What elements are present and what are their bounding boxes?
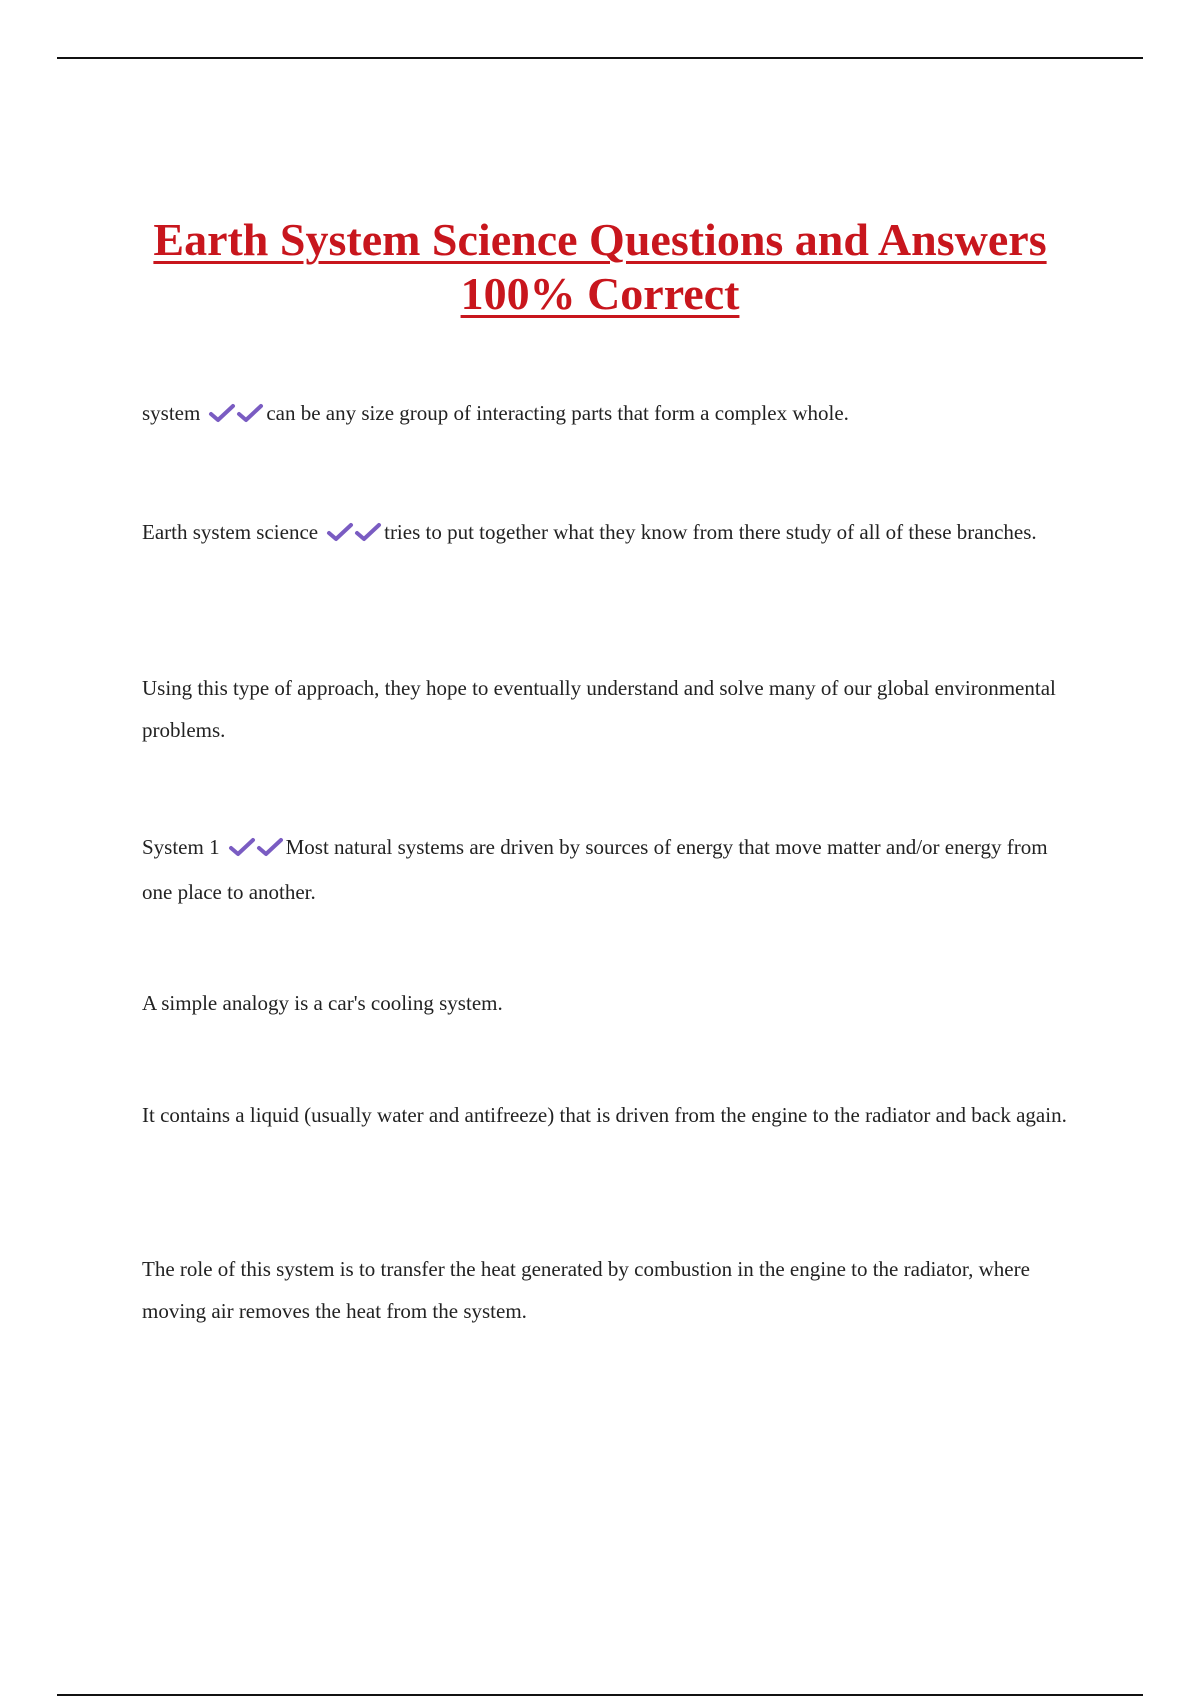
qa-term: Earth system science xyxy=(142,520,319,544)
check-icon xyxy=(354,522,382,542)
title-line-1: Earth System Science Questions and Answers xyxy=(153,214,1047,265)
paragraph-role: The role of this system is to transfer the heat generated by combustion in the engine to the radiator, where moving air removes the heat from the system. xyxy=(142,1257,1030,1323)
qa-item-earth-system-science xyxy=(142,511,1072,556)
bottom-rule xyxy=(57,1694,1143,1696)
check-icon xyxy=(228,837,256,857)
check-icon xyxy=(256,837,284,857)
qa-item-system xyxy=(142,392,1072,437)
document-title xyxy=(100,213,1100,321)
title-line-2: 100% Correct xyxy=(460,268,740,319)
paragraph-analogy: A simple analogy is a car's cooling system. xyxy=(142,991,503,1015)
qa-answer: can be any size group of interacting parts that form a complex whole. xyxy=(266,401,849,425)
paragraph-approach: Using this type of approach, they hope to eventually understand and solve many of our global environmental problems. xyxy=(142,676,1056,742)
qa-term: System 1 xyxy=(142,835,220,859)
double-check-icon xyxy=(228,829,284,871)
top-rule xyxy=(57,57,1143,59)
double-check-icon xyxy=(326,514,382,556)
check-icon xyxy=(326,522,354,542)
qa-item-system-1 xyxy=(142,826,1072,913)
qa-term: system xyxy=(142,401,201,425)
double-check-icon xyxy=(208,395,264,437)
check-icon xyxy=(236,403,264,423)
qa-answer: tries to put together what they know from there study of all of these branches. xyxy=(384,520,1037,544)
paragraph-liquid: It contains a liquid (usually water and antifreeze) that is driven from the engine to the radiator and back again. xyxy=(142,1103,1067,1127)
check-icon xyxy=(208,403,236,423)
qa-answer: Most natural systems are driven by sources of energy that move matter and/or energy from one place to another. xyxy=(142,835,1048,904)
